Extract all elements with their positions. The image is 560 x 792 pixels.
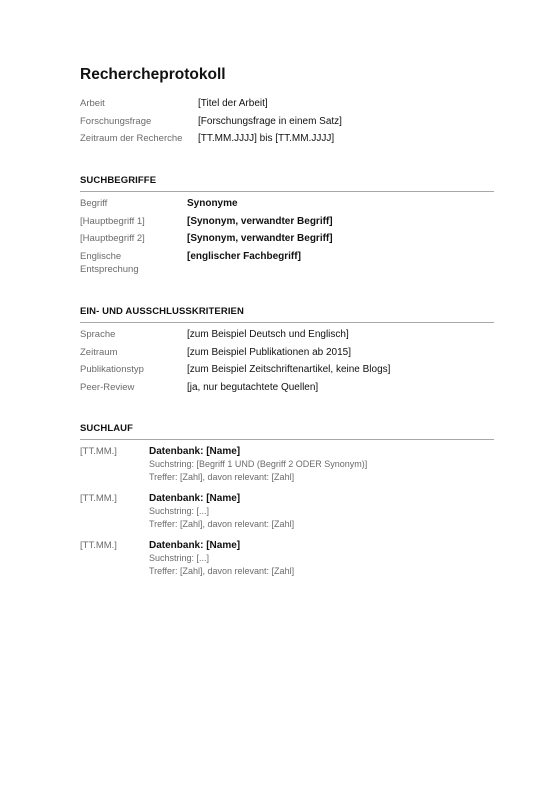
row-value: [Synonym, verwandter Begriff] <box>187 215 333 227</box>
table-row <box>80 250 494 276</box>
meta-value: [TT.MM.JJJJ] bis [TT.MM.JJJJ] <box>198 133 335 145</box>
row-label: Zeitraum <box>80 346 118 358</box>
meta-row-forschungsfrage <box>80 113 494 131</box>
page-title: Rechercheprotokoll <box>80 66 226 83</box>
column-header-synonyme: Synonyme <box>187 198 238 209</box>
section-title: SUCHLAUF <box>80 423 494 440</box>
row-value: [zum Beispiel Deutsch und Englisch] <box>187 329 349 340</box>
section-suchbegriffe <box>80 175 494 276</box>
row-value: [zum Beispiel Publikationen ab 2015] <box>187 346 351 358</box>
section-title: EIN- UND AUSSCHLUSSKRITERIEN <box>80 306 494 323</box>
log-hits: Treffer: [Zahl], davon relevant: [Zahl] <box>149 472 295 482</box>
column-header-begriff: Begriff <box>80 198 108 209</box>
row-label: [Hauptbegriff 2] <box>80 233 145 244</box>
row-label: Sprache <box>80 329 116 340</box>
log-entry <box>80 539 494 578</box>
log-date: [TT.MM.] <box>80 540 117 551</box>
log-date: [TT.MM.] <box>80 446 117 457</box>
log-searchstring: Suchstring: [...] <box>149 553 210 563</box>
log-hits: Treffer: [Zahl], davon relevant: [Zahl] <box>149 566 295 576</box>
log-hits: Treffer: [Zahl], davon relevant: [Zahl] <box>149 519 295 529</box>
row-label: Publikationstyp <box>80 364 144 375</box>
meta-label: Zeitraum der Recherche <box>80 133 183 145</box>
meta-value: [Forschungsfrage in einem Satz] <box>198 115 342 127</box>
row-value: [Synonym, verwandter Begriff] <box>187 233 333 244</box>
meta-block <box>80 95 494 148</box>
table-header-row <box>80 197 494 215</box>
row-label: [Hauptbegriff 1] <box>80 215 145 227</box>
log-date: [TT.MM.] <box>80 493 117 504</box>
log-database: Datenbank: [Name] <box>149 493 241 504</box>
section-title: SUCHBEGRIFFE <box>80 175 494 192</box>
table-row <box>80 363 494 381</box>
table-row <box>80 381 494 399</box>
meta-label: Arbeit <box>80 98 105 110</box>
meta-row-zeitraum <box>80 130 494 148</box>
row-value: [ja, nur begutachtete Quellen] <box>187 381 319 393</box>
row-label: Englische Entsprechung <box>80 250 139 275</box>
table-row <box>80 232 494 250</box>
row-label: Peer-Review <box>80 381 135 393</box>
row-value: [englischer Fachbegriff] <box>187 250 301 262</box>
log-searchstring: Suchstring: [Begriff 1 UND (Begriff 2 ODER Synonym)] <box>149 459 368 469</box>
section-suchlauf <box>80 423 494 586</box>
section-kriterien <box>80 306 494 398</box>
meta-value: [Titel der Arbeit] <box>198 98 268 110</box>
row-value: [zum Beispiel Zeitschriftenartikel, keine Blogs] <box>187 364 391 375</box>
log-database: Datenbank: [Name] <box>149 446 241 457</box>
log-searchstring: Suchstring: [...] <box>149 506 210 516</box>
log-database: Datenbank: [Name] <box>149 540 241 551</box>
log-entry <box>80 492 494 531</box>
table-row <box>80 328 494 346</box>
table-row <box>80 215 494 233</box>
table-row <box>80 346 494 364</box>
log-entry <box>80 445 494 484</box>
meta-row-arbeit <box>80 95 494 113</box>
meta-label: Forschungsfrage <box>80 115 152 127</box>
